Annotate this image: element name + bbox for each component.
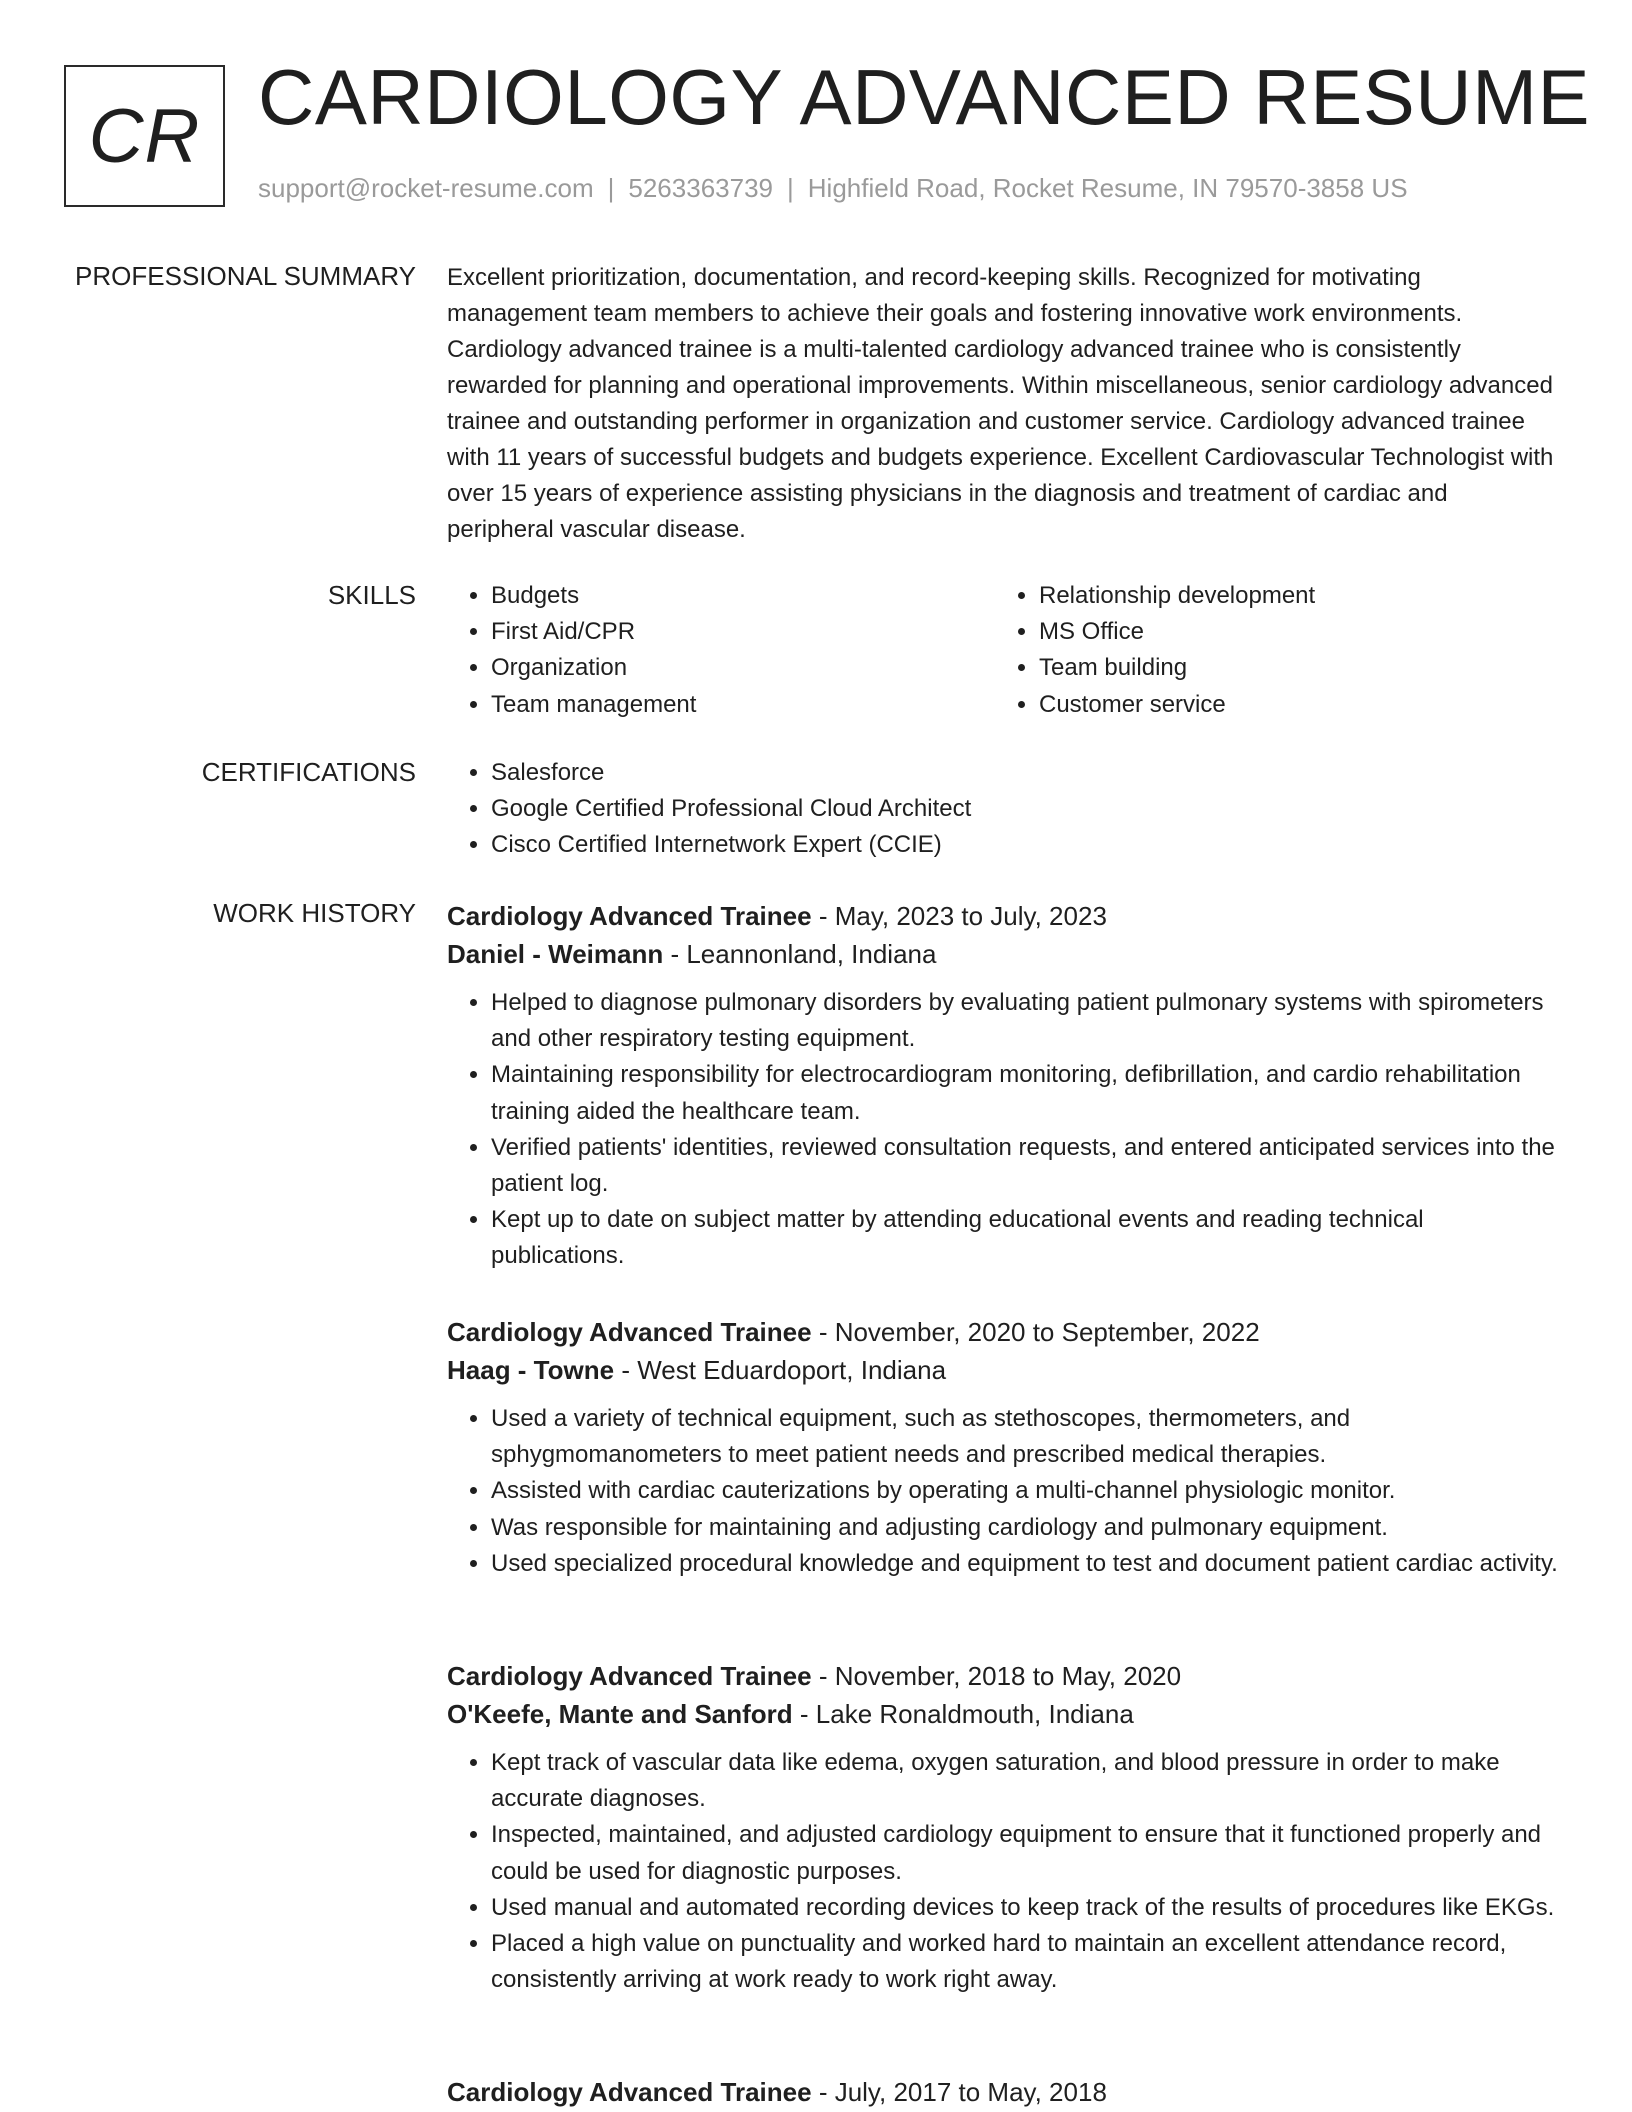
monogram-text: CR [88, 93, 201, 179]
job-bullet: • Was responsible for maintaining and adjusting cardiology and pulmonary equipment. [491, 1510, 1559, 1546]
certification-item: • Salesforce [491, 755, 1559, 791]
contact-phone: 5263363739 [628, 173, 773, 203]
work-history-heading: WORK HISTORY [213, 898, 416, 928]
job-location: - West Eduardoport, Indiana [614, 1355, 947, 1385]
job-bullet: • Inspected, maintained, and adjusted cardiology equipment to ensure that it functioned properly and could be used for diagnostic purposes. [491, 1817, 1559, 1889]
contact-separator: | [787, 173, 794, 203]
job-company-line [447, 1695, 1559, 1733]
skill-item: • MS Office [1039, 614, 1543, 650]
job-company-line [447, 935, 1559, 973]
certification-item: • Google Certified Professional Cloud Architect [491, 791, 1559, 827]
skill-item: • Organization [491, 650, 995, 686]
job-company: O'Keefe, Mante and Sanford [447, 1699, 793, 1729]
skill-item: • Customer service [1039, 687, 1543, 723]
job-location: - Leannonland, Indiana [663, 939, 937, 969]
skills-heading: SKILLS [327, 580, 416, 610]
job-bullet: • Kept up to date on subject matter by attending educational events and reading technical publications. [491, 1202, 1559, 1274]
contact-separator: | [607, 173, 615, 203]
job-bullet: • Used manual and automated recording devices to keep track of the results of procedures like EKGs. [491, 1890, 1559, 1926]
skill-item: • Team building [1039, 650, 1543, 686]
skill-item: • Budgets [491, 578, 995, 614]
summary-text: Excellent prioritization, documentation, and record-keeping skills. Recognized for motivating management team members to achieve their goals and fostering innovative work environments. Cardiology advanced trainee is a multi-talented cardiology advanced trainee who is consistently rewarded for planning and operational improvements. Within miscellaneous, senior cardiology advanced trainee and outstanding performer in organization and customer service. Cardiology advanced trainee with 11 years of successful budgets and budgets experience. Excellent Cardiovascular Technologist with over 15 years of experience assisting physicians in the diagnosis and treatment of cardiac and peripheral vascular disease. [447, 264, 1554, 543]
skills-list [447, 578, 1559, 723]
job-title: Cardiology Advanced Trainee [447, 901, 812, 931]
job-location: - Lake Ronaldmouth, Indiana [792, 1699, 1134, 1729]
job-bullet: • Placed a high value on punctuality and worked hard to maintain an excellent attendance record, consistently arriving at work ready to work right away. [491, 1926, 1559, 1998]
job-title: Cardiology Advanced Trainee [447, 2077, 812, 2107]
job-bullet: • Used specialized procedural knowledge and equipment to test and document patient cardiac activity. [491, 1546, 1559, 1582]
job-bullet: • Helped to diagnose pulmonary disorders by evaluating patient pulmonary systems with spirometers and other respiratory testing equipment. [491, 985, 1559, 1057]
certification-item: • Cisco Certified Internetwork Expert (CCIE) [491, 827, 1559, 863]
certifications-list [447, 755, 1559, 864]
job-bullet: • Kept track of vascular data like edema, oxygen saturation, and blood pressure in order to make accurate diagnoses. [491, 1745, 1559, 1817]
job-entry [447, 1657, 1559, 1998]
job-dates: - November, 2018 to May, 2020 [811, 1661, 1182, 1691]
job-title-line [447, 1657, 1559, 1695]
job-title: Cardiology Advanced Trainee [447, 1317, 812, 1347]
contact-address: Highfield Road, Rocket Resume, IN 79570-3858 US [807, 173, 1408, 203]
job-bullet: • Used a variety of technical equipment, such as stethoscopes, thermometers, and sphygmomanometers to meet patient needs and prescribed medical therapies. [491, 1401, 1559, 1473]
contact-email: support@rocket-resume.com [258, 173, 594, 203]
skill-item: • First Aid/CPR [491, 614, 995, 650]
job-title-line [447, 897, 1559, 935]
job-entry [447, 2073, 1559, 2111]
summary-heading: PROFESSIONAL SUMMARY [75, 261, 416, 291]
job-title-line [447, 1313, 1559, 1351]
job-bullet: • Verified patients' identities, reviewed consultation requests, and entered anticipated services into the patient log. [491, 1130, 1559, 1202]
contact-line [258, 175, 1408, 201]
resume-title: CARDIOLOGY ADVANCED RESUME [258, 53, 1591, 141]
job-company: Haag - Towne [447, 1355, 615, 1385]
job-title-line [447, 2073, 1559, 2111]
certifications-heading: CERTIFICATIONS [201, 757, 416, 787]
job-bullet: • Assisted with cardiac cauterizations by operating a multi-channel physiologic monitor. [491, 1473, 1559, 1509]
job-dates: - November, 2020 to September, 2022 [811, 1317, 1260, 1347]
job-dates: - July, 2017 to May, 2018 [811, 2077, 1107, 2107]
monogram-logo [64, 65, 225, 207]
job-title: Cardiology Advanced Trainee [447, 1661, 812, 1691]
job-entry [447, 1313, 1559, 1582]
job-bullet: • Maintaining responsibility for electrocardiogram monitoring, defibrillation, and cardio rehabilitation training aided the healthcare team. [491, 1057, 1559, 1129]
skill-item: • Relationship development [1039, 578, 1543, 614]
job-dates: - May, 2023 to July, 2023 [811, 901, 1107, 931]
skill-item: • Team management [491, 687, 995, 723]
job-company-line [447, 1351, 1559, 1389]
job-company: Daniel - Weimann [447, 939, 664, 969]
job-entry [447, 897, 1559, 1275]
